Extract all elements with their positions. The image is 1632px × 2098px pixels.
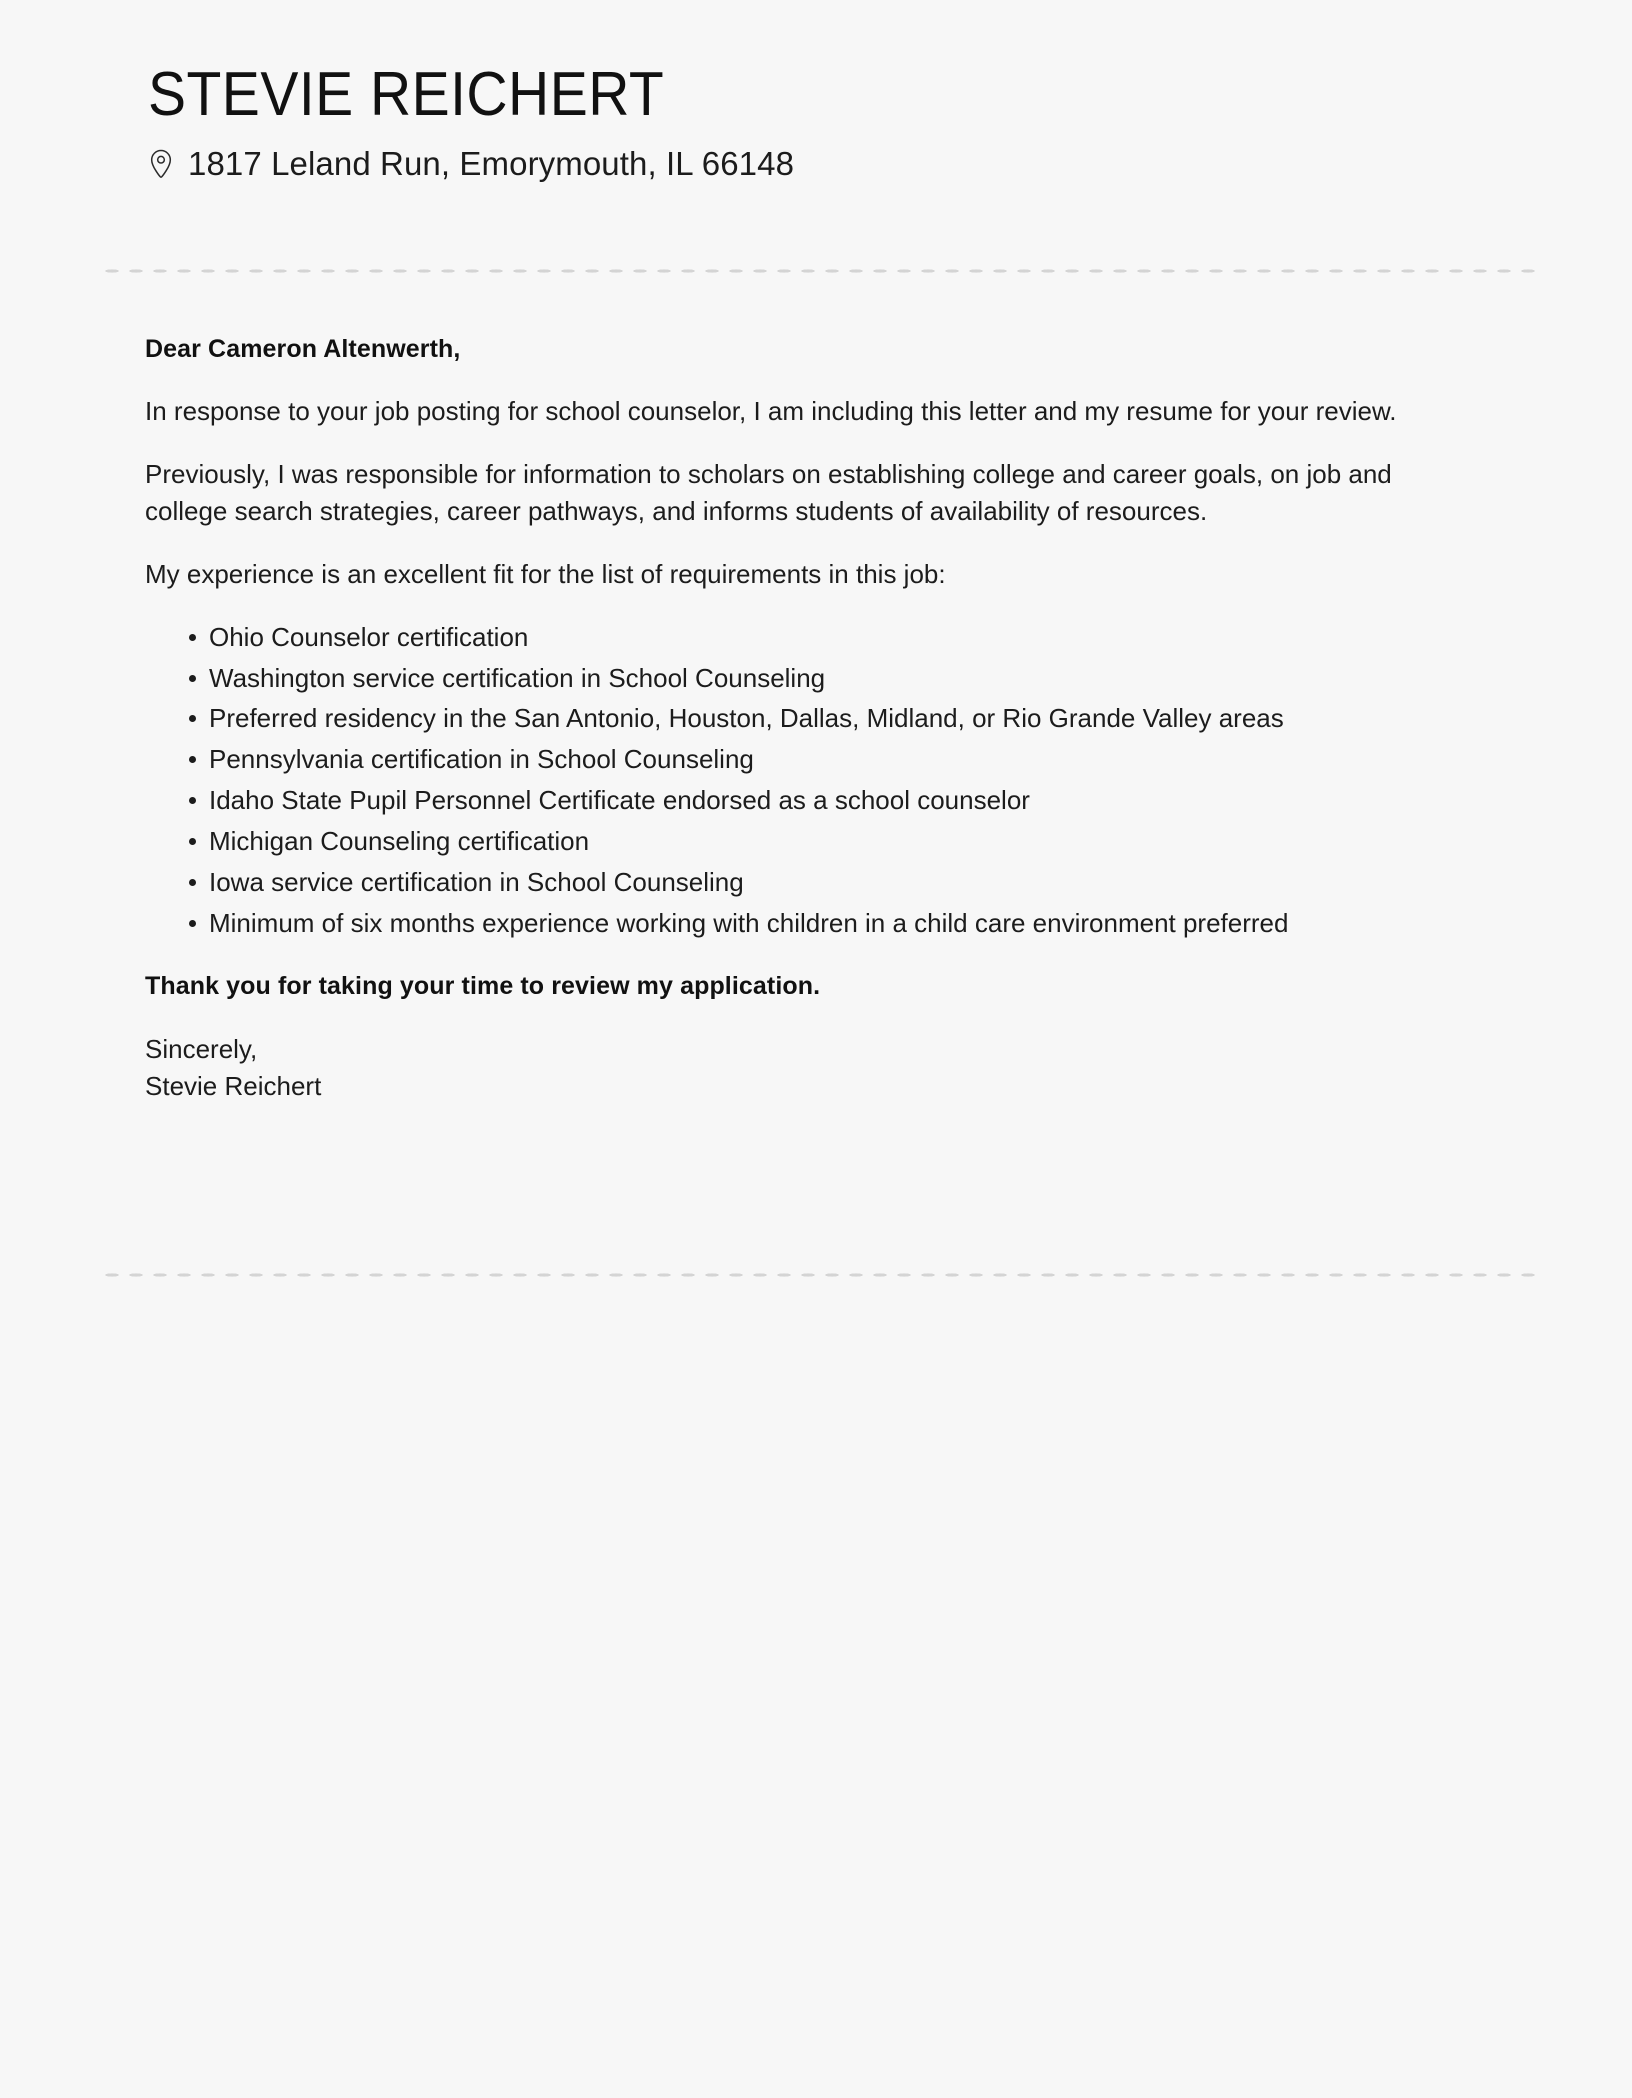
- address-row: [148, 145, 1632, 183]
- list-item: Iowa service certification in School Counseling: [189, 864, 1455, 901]
- list-item: Washington service certification in School Counseling: [189, 660, 1455, 697]
- closing-statement: Thank you for taking your time to review my application.: [145, 971, 821, 1000]
- page-title: STEVIE REICHERT: [148, 60, 665, 129]
- list-item: Preferred residency in the San Antonio, Houston, Dallas, Midland, or Rio Grande Valley areas: [189, 700, 1455, 737]
- signature-block: [145, 1031, 1455, 1105]
- salutation: Dear Cameron Altenwerth,: [145, 335, 461, 363]
- address-text: 1817 Leland Run, Emorymouth, IL 66148: [188, 145, 795, 183]
- signature-name: Stevie Reichert: [145, 1070, 322, 1101]
- list-item: Idaho State Pupil Personnel Certificate endorsed as a school counselor: [189, 782, 1455, 819]
- list-item: Pennsylvania certification in School Counseling: [189, 741, 1455, 778]
- paragraph-intro: In response to your job posting for school counselor, I am including this letter and my resume for your review.: [145, 396, 1397, 426]
- letter-body: [145, 335, 1455, 1105]
- list-item: Michigan Counseling certification: [189, 823, 1455, 860]
- map-pin-icon: [148, 149, 174, 179]
- divider-bottom: [100, 1272, 1540, 1278]
- list-item: Ohio Counselor certification: [189, 619, 1455, 656]
- requirements-list: [145, 619, 1455, 942]
- list-item: Minimum of six months experience working with children in a child care environment preferred: [189, 905, 1455, 942]
- divider-top: [100, 268, 1540, 274]
- paragraph-experience: Previously, I was responsible for information to scholars on establishing college and career goals, on job and college search strategies, career pathways, and informs students of availability of resources.: [145, 458, 1392, 526]
- letter-header: [0, 0, 1632, 183]
- signoff-text: Sincerely,: [145, 1033, 258, 1064]
- paragraph-requirements-lead: My experience is an excellent fit for the list of requirements in this job:: [145, 558, 946, 589]
